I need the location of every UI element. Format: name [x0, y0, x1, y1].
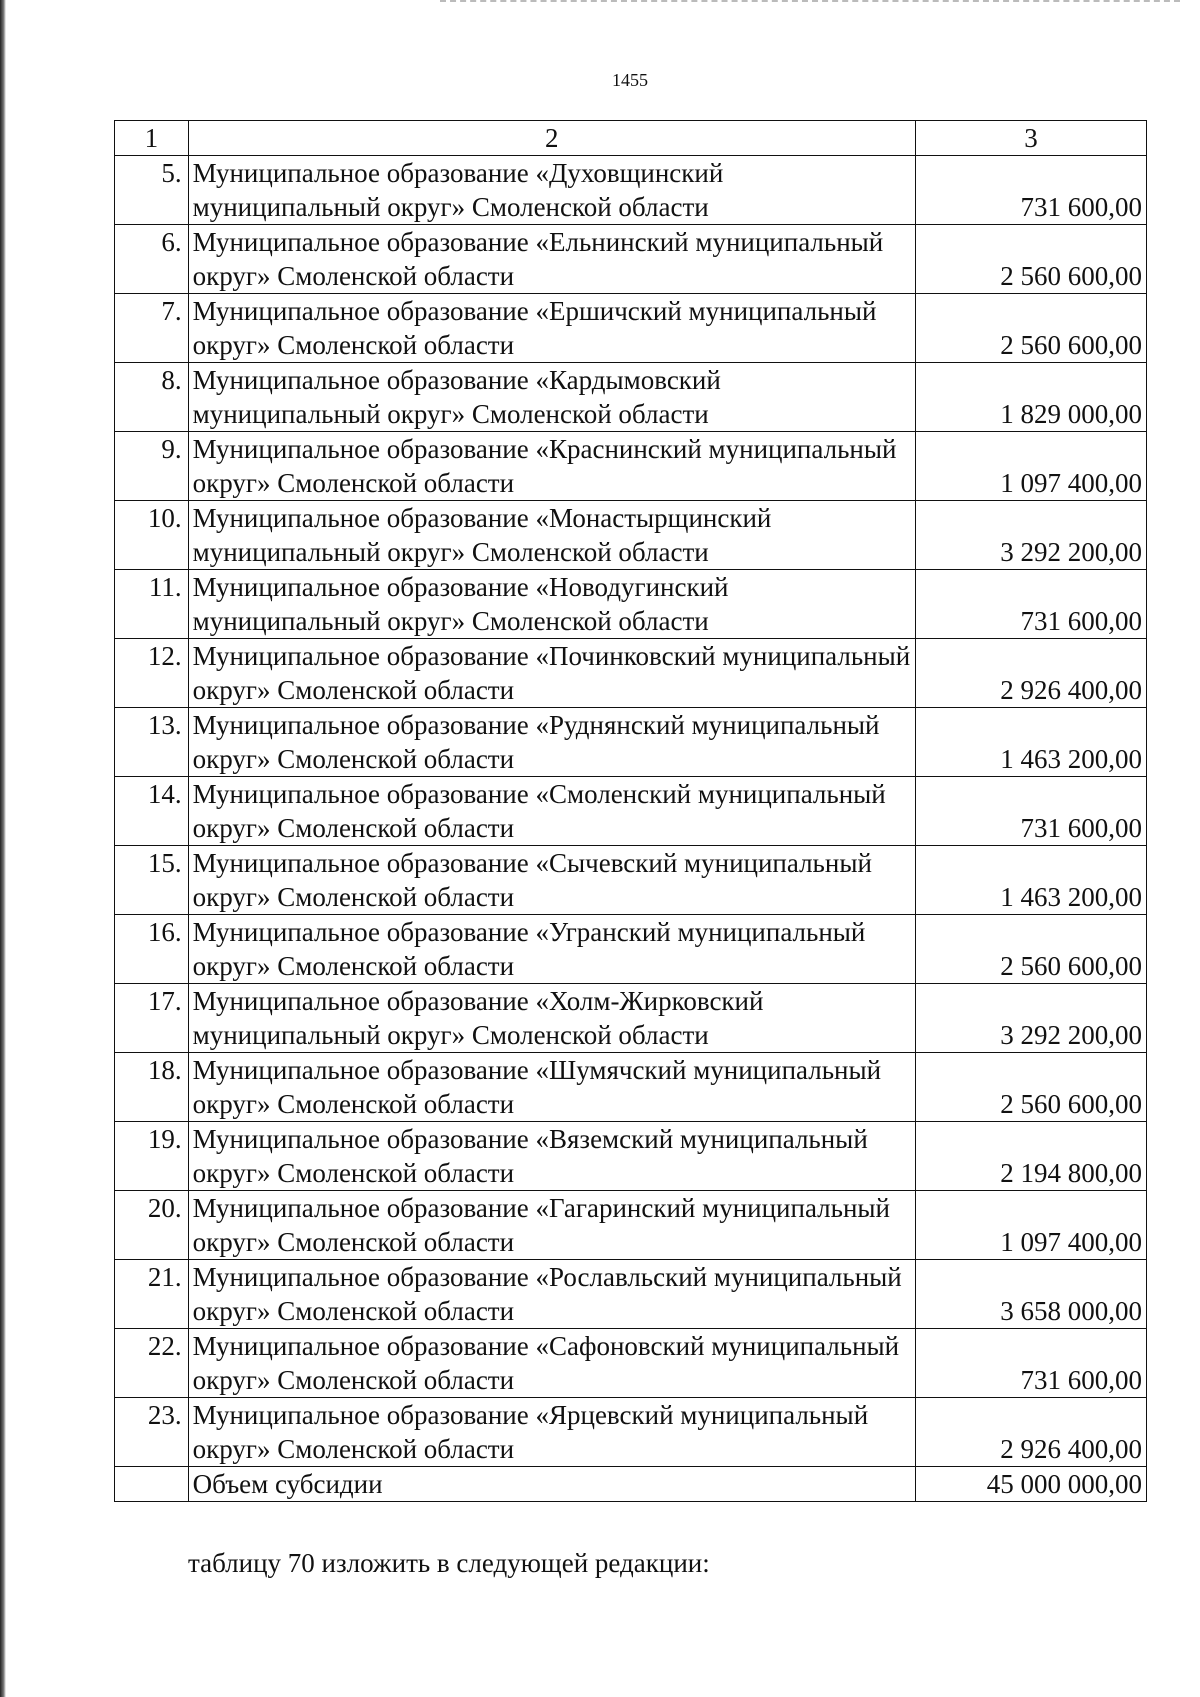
row-municipality-name: Муниципальное образование «Угранский муниципальный округ» Смоленской области	[188, 915, 915, 984]
page-number: 1455	[612, 70, 648, 90]
row-subsidy-amount: 2 926 400,00	[915, 639, 1146, 708]
table-total-row	[115, 1467, 1147, 1502]
table-row	[115, 777, 1147, 846]
row-number: 20.	[115, 1191, 189, 1260]
row-municipality-name: Муниципальное образование «Починковский муниципальный округ» Смоленской области	[188, 639, 915, 708]
row-municipality-name: Муниципальное образование «Ельнинский муниципальный округ» Смоленской области	[188, 225, 915, 294]
row-number: 18.	[115, 1053, 189, 1122]
total-amount: 45 000 000,00	[915, 1467, 1146, 1502]
header-col-2: 2	[188, 121, 915, 156]
row-number: 13.	[115, 708, 189, 777]
row-number: 21.	[115, 1260, 189, 1329]
table-row	[115, 225, 1147, 294]
row-subsidy-amount: 1 829 000,00	[915, 363, 1146, 432]
table-row	[115, 1053, 1147, 1122]
row-municipality-name: Муниципальное образование «Холм-Жирковский муниципальный округ» Смоленской области	[188, 984, 915, 1053]
row-subsidy-amount: 2 194 800,00	[915, 1122, 1146, 1191]
instruction-note: таблицу 70 изложить в следующей редакции:	[188, 1548, 710, 1578]
row-number: 22.	[115, 1329, 189, 1398]
row-municipality-name: Муниципальное образование «Ершичский муниципальный округ» Смоленской области	[188, 294, 915, 363]
row-number: 23.	[115, 1398, 189, 1467]
row-municipality-name: Муниципальное образование «Ярцевский муниципальный округ» Смоленской области	[188, 1398, 915, 1467]
table-row	[115, 294, 1147, 363]
row-municipality-name: Муниципальное образование «Гагаринский муниципальный округ» Смоленской области	[188, 1191, 915, 1260]
row-subsidy-amount: 1 097 400,00	[915, 432, 1146, 501]
row-municipality-name: Муниципальное образование «Рославльский муниципальный округ» Смоленской области	[188, 1260, 915, 1329]
row-number: 8.	[115, 363, 189, 432]
row-subsidy-amount: 2 560 600,00	[915, 294, 1146, 363]
table-row	[115, 1398, 1147, 1467]
row-number: 12.	[115, 639, 189, 708]
subsidy-table	[114, 120, 1147, 1502]
row-municipality-name: Муниципальное образование «Кардымовский муниципальный округ» Смоленской области	[188, 363, 915, 432]
row-municipality-name: Муниципальное образование «Духовщинский муниципальный округ» Смоленской области	[188, 156, 915, 225]
scan-edge-shadow	[0, 0, 6, 1697]
table-row	[115, 1260, 1147, 1329]
row-municipality-name: Муниципальное образование «Сычевский муниципальный округ» Смоленской области	[188, 846, 915, 915]
row-subsidy-amount: 1 463 200,00	[915, 846, 1146, 915]
row-number: 10.	[115, 501, 189, 570]
row-number: 19.	[115, 1122, 189, 1191]
scan-top-noise	[440, 0, 1180, 6]
table-row	[115, 501, 1147, 570]
row-subsidy-amount: 1 463 200,00	[915, 708, 1146, 777]
row-municipality-name: Муниципальное образование «Краснинский муниципальный округ» Смоленской области	[188, 432, 915, 501]
table-row	[115, 1191, 1147, 1260]
row-number: 5.	[115, 156, 189, 225]
table-header-row	[115, 121, 1147, 156]
row-subsidy-amount: 3 292 200,00	[915, 501, 1146, 570]
table-row	[115, 639, 1147, 708]
row-subsidy-amount: 731 600,00	[915, 570, 1146, 639]
table-row	[115, 846, 1147, 915]
row-subsidy-amount: 1 097 400,00	[915, 1191, 1146, 1260]
header-col-1: 1	[115, 121, 189, 156]
table-row	[115, 363, 1147, 432]
row-municipality-name: Муниципальное образование «Сафоновский муниципальный округ» Смоленской области	[188, 1329, 915, 1398]
row-subsidy-amount: 3 658 000,00	[915, 1260, 1146, 1329]
row-number: 6.	[115, 225, 189, 294]
row-number: 17.	[115, 984, 189, 1053]
row-number: 9.	[115, 432, 189, 501]
row-municipality-name: Муниципальное образование «Вяземский муниципальный округ» Смоленской области	[188, 1122, 915, 1191]
row-subsidy-amount: 2 560 600,00	[915, 225, 1146, 294]
total-empty-cell	[115, 1467, 189, 1502]
row-municipality-name: Муниципальное образование «Шумячский муниципальный округ» Смоленской области	[188, 1053, 915, 1122]
row-subsidy-amount: 731 600,00	[915, 156, 1146, 225]
row-number: 16.	[115, 915, 189, 984]
row-subsidy-amount: 2 926 400,00	[915, 1398, 1146, 1467]
total-label: Объем субсидии	[188, 1467, 915, 1502]
row-number: 14.	[115, 777, 189, 846]
header-col-3: 3	[915, 121, 1146, 156]
table-row	[115, 1122, 1147, 1191]
row-number: 11.	[115, 570, 189, 639]
row-municipality-name: Муниципальное образование «Руднянский муниципальный округ» Смоленской области	[188, 708, 915, 777]
row-subsidy-amount: 731 600,00	[915, 1329, 1146, 1398]
row-number: 15.	[115, 846, 189, 915]
row-subsidy-amount: 2 560 600,00	[915, 915, 1146, 984]
table-row	[115, 570, 1147, 639]
table-row	[115, 1329, 1147, 1398]
table-row	[115, 432, 1147, 501]
row-municipality-name: Муниципальное образование «Новодугинский муниципальный округ» Смоленской области	[188, 570, 915, 639]
row-subsidy-amount: 3 292 200,00	[915, 984, 1146, 1053]
row-municipality-name: Муниципальное образование «Монастырщинский муниципальный округ» Смоленской области	[188, 501, 915, 570]
table-row	[115, 708, 1147, 777]
row-municipality-name: Муниципальное образование «Смоленский муниципальный округ» Смоленской области	[188, 777, 915, 846]
row-number: 7.	[115, 294, 189, 363]
row-subsidy-amount: 731 600,00	[915, 777, 1146, 846]
row-subsidy-amount: 2 560 600,00	[915, 1053, 1146, 1122]
table-row	[115, 156, 1147, 225]
table-row	[115, 915, 1147, 984]
table-row	[115, 984, 1147, 1053]
